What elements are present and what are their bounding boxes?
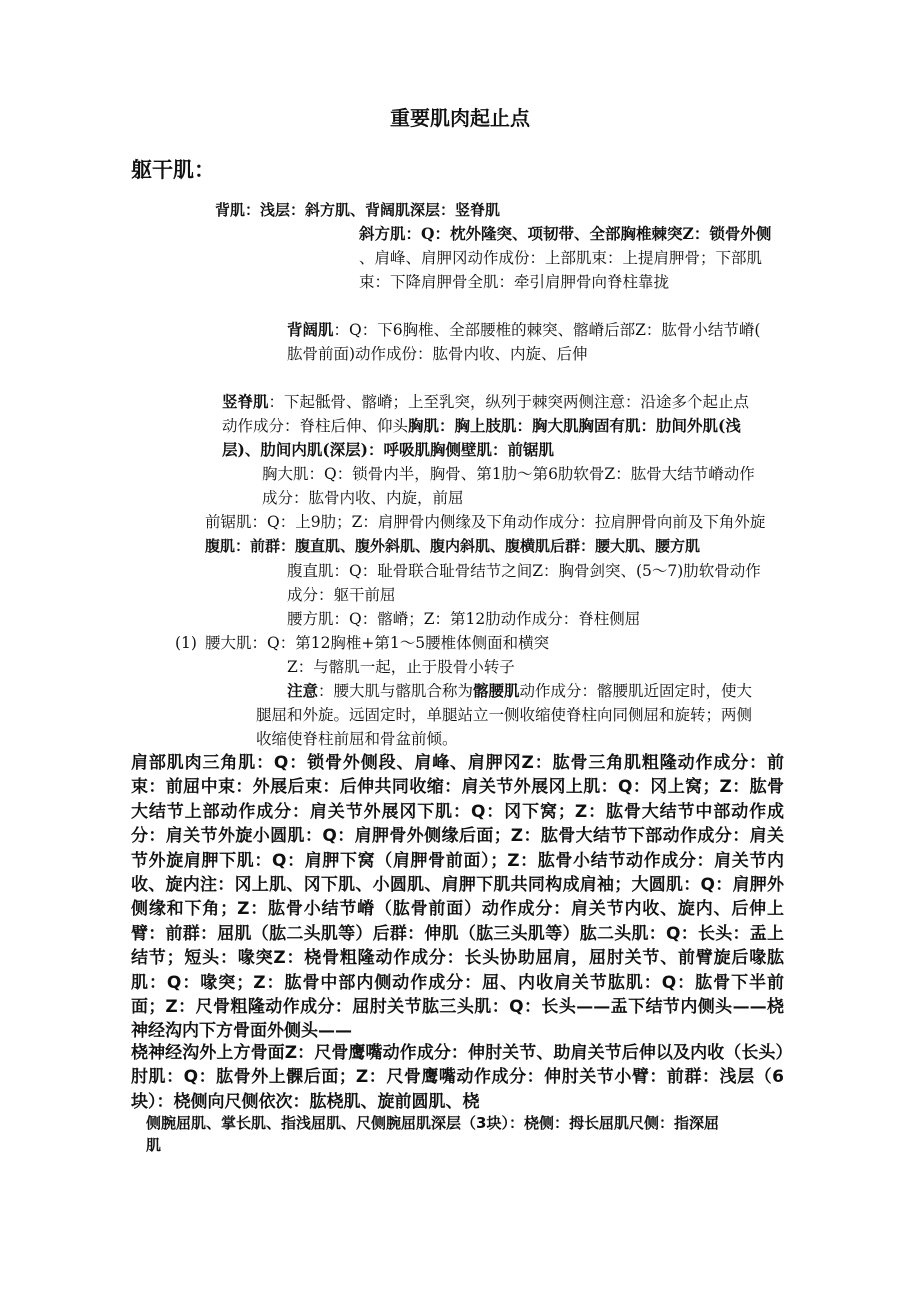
shoulder-arm-paragraph-2: 桡神经沟外上方骨面Z：尺骨鹰嘴动作成分：伸肘关节、助肩关节后伸以及内收（长头）肘肌：Q：肱骨外上髁后面；Z：尺骨鹰嘴动作成分：伸肘关节小臂：前群：浅层（6块）：桡侧向尺侧依次：肱桡肌、旋前圆肌、桡 [131, 1043, 784, 1112]
forearm-line-1: 侧腕屈肌、掌长肌、指浅屈肌、尺侧腕屈肌深层（3块）：桡侧：拇长屈肌尺侧：指深屈 [146, 1114, 719, 1132]
abdominal-muscles-heading: 腹肌：前群：腹直肌、腹外斜肌、腹内斜肌、腹横肌后群：腰大肌、腰方肌 [205, 537, 701, 555]
erector-line-2 [222, 414, 741, 438]
latissimus-line-1 [287, 318, 760, 342]
trapezius-line-2: 、肩峰、肩胛冈动作成份：上部肌束：上提肩胛骨；下部肌 [359, 249, 763, 267]
erector-line-1 [222, 390, 749, 414]
note-line-2: 腿屈和外旋。远固定时，单腿站立一侧收缩使脊柱向同侧屈和旋转；两侧 [256, 706, 753, 724]
page-title: 重要肌肉起止点 [390, 106, 530, 130]
shoulder-arm-paragraph: 肩部肌肉三角肌：Q：锁骨外侧段、肩峰、肩胛冈Z：肱骨三角肌粗隆动作成分：前束：前屈中束：外展后束：后伸共同收缩：肩关节外展冈上肌：Q：冈上窝；Z：肱骨大结节上部动作成分：肩关节外展冈下肌：Q：冈下窝；Z：肱骨大结节中部动作成分：肩关节外旋小圆肌：Q：肩胛骨外侧缘后面；Z：肱骨大结节下部动作成分：肩关节外旋肩胛下肌：Q：肩胛下窝（肩胛骨前面）；Z：肱骨小结节动作成分：肩关节内收、旋内注：冈上肌、冈下肌、小圆肌、肩胛下肌共同构成肩袖；大圆肌：Q：肩胛外侧缘和下角；Z：肱骨小结节嵴（肱骨前面）动作成分：肩关节内收、旋内、后伸上臂：前群：屈肌（肱二头肌等）后群：伸肌（肱三头肌等）肱二头肌：Q：长头：盂上结节；短头：喙突Z：桡骨粗隆动作成分：长头协助屈肩，屈肘关节、前臂旋后喙肱肌：Q：喙突；Z：肱骨中部内侧动作成分：屈、内收肩关节肱肌：Q：肱骨下半前面；Z：尺骨粗隆动作成分：屈肘关节肱三头肌：Q：长头——盂下结节内侧头——桡神经沟内下方骨面外侧头—— [131, 753, 784, 1042]
note-label: 注意 [287, 681, 319, 700]
erector-action: 动作成分：脊柱后伸、仰头 [222, 417, 409, 435]
latissimus-line-2: 肱骨前面)动作成份：肱骨内收、内旋、后伸 [287, 345, 588, 363]
psoas-line-1: 腰大肌：Q：第12胸椎+第1～5腰椎体侧面和横突 [205, 634, 550, 652]
trapezius-text: 斜方肌：Q：枕外隆突、项韧带、全部胸椎棘突Z：锁骨外侧 [359, 224, 772, 243]
erector-text: ：下起骶骨、髂嵴；上至乳突，纵列于棘突两侧注意：沿途多个起止点 [268, 393, 750, 411]
rectus-line-1: 腹直肌：Q：耻骨联合耻骨结节之间Z：胸骨剑突、(5～7)肋软骨动作 [287, 562, 761, 580]
latissimus-text: ：Q：下6胸椎、全部腰椎的棘突、髂嵴后部Z：肱骨小结节嵴( [333, 321, 761, 339]
note-text-c: 动作成分：髂腰肌近固定时，使大 [519, 682, 753, 700]
forearm-line-2: 肌 [146, 1136, 162, 1154]
section-heading-trunk: 躯干肌： [131, 158, 215, 182]
back-muscles-heading: 背肌：浅层：斜方肌、背阔肌深层：竖脊肌 [215, 201, 501, 219]
latissimus-name: 背阔肌 [287, 320, 334, 339]
chest-muscles-heading: 胸肌：胸上肢肌：胸大肌胸固有肌：肋间外肌(浅 [408, 416, 741, 435]
psoas-line-2: Z：与髂肌一起，止于股骨小转子 [287, 658, 515, 676]
note-line-3: 收缩使脊柱前屈和骨盆前倾。 [256, 730, 458, 748]
erector-line-3: 层)、肋间内肌(深层)：呼吸肌胸侧壁肌：前锯肌 [222, 440, 555, 459]
rectus-line-2: 成分：躯干前屈 [287, 586, 396, 604]
trapezius-line-1 [359, 222, 771, 246]
pectoralis-line-1: 胸大肌：Q：锁骨内半，胸骨、第1肋～第6肋软骨Z：肱骨大结节嵴动作 [262, 465, 755, 483]
psoas-number: (1) [175, 634, 197, 652]
erector-name: 竖脊肌 [222, 392, 269, 411]
quadratus-line: 腰方肌：Q：髂嵴；Z：第12肋动作成分：脊柱侧屈 [287, 610, 641, 628]
note-text-a: ：腰大肌与髂肌合称为 [318, 682, 474, 700]
note-line-1 [287, 679, 752, 703]
trapezius-line-3: 束：下降肩胛骨全肌：牵引肩胛骨向脊柱靠拢 [359, 273, 670, 291]
iliopsoas-term: 髂腰肌 [473, 681, 520, 700]
serratus-line: 前锯肌：Q：上9肋；Z：肩胛骨内侧缘及下角动作成分：拉肩胛骨向前及下角外旋 [205, 513, 766, 531]
pectoralis-line-2: 成分：肱骨内收、内旋，前屈 [262, 489, 464, 507]
